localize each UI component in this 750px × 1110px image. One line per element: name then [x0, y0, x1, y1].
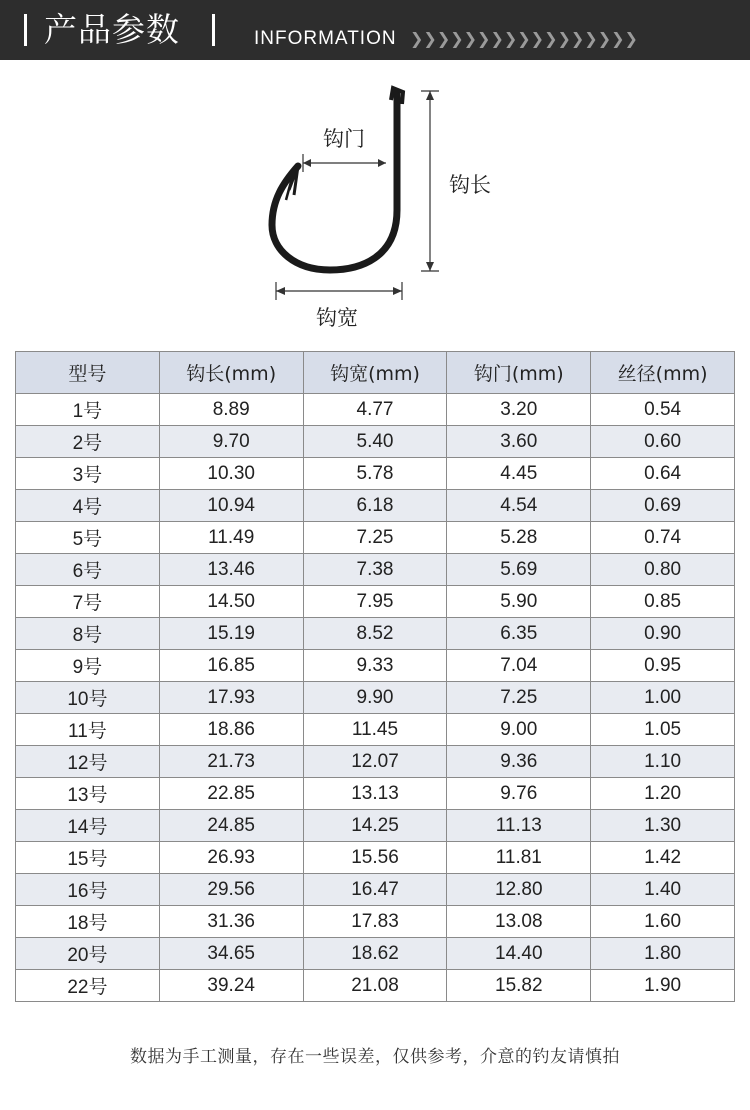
table-cell: 13.46 — [159, 554, 303, 586]
table-cell: 21.08 — [303, 970, 447, 1002]
table-cell: 5.90 — [447, 586, 591, 618]
table-body — [16, 394, 735, 1002]
table-row — [16, 394, 735, 426]
table-cell: 7.04 — [447, 650, 591, 682]
table-cell: 2号 — [16, 426, 160, 458]
table-row — [16, 586, 735, 618]
table-cell: 7.95 — [303, 586, 447, 618]
table-cell: 11.13 — [447, 810, 591, 842]
table-cell: 26.93 — [159, 842, 303, 874]
table-cell: 1.00 — [591, 682, 735, 714]
header-bar-right — [212, 14, 215, 46]
spec-table-container — [15, 351, 735, 1002]
table-cell: 12号 — [16, 746, 160, 778]
table-cell: 15号 — [16, 842, 160, 874]
table-cell: 24.85 — [159, 810, 303, 842]
table-row — [16, 458, 735, 490]
table-cell: 0.74 — [591, 522, 735, 554]
table-cell: 16.85 — [159, 650, 303, 682]
table-row — [16, 426, 735, 458]
table-cell: 11.49 — [159, 522, 303, 554]
table-row — [16, 938, 735, 970]
table-cell: 3.20 — [447, 394, 591, 426]
table-cell: 6号 — [16, 554, 160, 586]
table-cell: 17.93 — [159, 682, 303, 714]
table-cell: 29.56 — [159, 874, 303, 906]
table-row — [16, 490, 735, 522]
chevron-arrows-icon: ❯❯❯❯❯❯❯❯❯❯❯❯❯❯❯❯❯ — [410, 29, 638, 48]
table-cell: 5.78 — [303, 458, 447, 490]
table-cell: 7号 — [16, 586, 160, 618]
table-cell: 0.60 — [591, 426, 735, 458]
column-header: 钩宽(mm) — [303, 352, 447, 394]
table-cell: 1.20 — [591, 778, 735, 810]
table-cell: 1.05 — [591, 714, 735, 746]
table-cell: 0.64 — [591, 458, 735, 490]
table-cell: 9.70 — [159, 426, 303, 458]
table-cell: 12.07 — [303, 746, 447, 778]
table-row — [16, 874, 735, 906]
table-cell: 4号 — [16, 490, 160, 522]
table-cell: 9号 — [16, 650, 160, 682]
table-cell: 3.60 — [447, 426, 591, 458]
table-cell: 10号 — [16, 682, 160, 714]
table-cell: 18.62 — [303, 938, 447, 970]
table-row — [16, 970, 735, 1002]
table-cell: 14.50 — [159, 586, 303, 618]
table-cell: 0.95 — [591, 650, 735, 682]
table-cell: 17.83 — [303, 906, 447, 938]
table-cell: 0.69 — [591, 490, 735, 522]
table-cell: 0.90 — [591, 618, 735, 650]
disclaimer-note: 数据为手工测量，存在一些误差，仅供参考，介意的钓友请慎拍 — [130, 1047, 620, 1067]
table-cell: 1.90 — [591, 970, 735, 1002]
table-cell: 9.36 — [447, 746, 591, 778]
table-cell: 1号 — [16, 394, 160, 426]
table-cell: 16.47 — [303, 874, 447, 906]
hook-length-label: 钩长 — [449, 173, 491, 197]
table-row — [16, 522, 735, 554]
table-row — [16, 714, 735, 746]
table-cell: 7.38 — [303, 554, 447, 586]
table-cell: 31.36 — [159, 906, 303, 938]
table-cell: 1.40 — [591, 874, 735, 906]
table-cell: 9.90 — [303, 682, 447, 714]
header-title: 产品参数 — [44, 10, 180, 49]
table-row — [16, 682, 735, 714]
table-cell: 5.40 — [303, 426, 447, 458]
table-cell: 15.56 — [303, 842, 447, 874]
table-cell: 10.94 — [159, 490, 303, 522]
table-row — [16, 746, 735, 778]
table-cell: 5.28 — [447, 522, 591, 554]
column-header: 钩门(mm) — [447, 352, 591, 394]
table-cell: 14.25 — [303, 810, 447, 842]
table-cell: 9.00 — [447, 714, 591, 746]
table-cell: 11号 — [16, 714, 160, 746]
table-cell: 0.54 — [591, 394, 735, 426]
table-cell: 1.10 — [591, 746, 735, 778]
table-cell: 1.42 — [591, 842, 735, 874]
table-row — [16, 842, 735, 874]
table-cell: 5号 — [16, 522, 160, 554]
table-cell: 8.89 — [159, 394, 303, 426]
column-header: 钩长(mm) — [159, 352, 303, 394]
table-cell: 6.35 — [447, 618, 591, 650]
table-cell: 18号 — [16, 906, 160, 938]
table-cell: 11.45 — [303, 714, 447, 746]
table-cell: 15.19 — [159, 618, 303, 650]
table-cell: 14号 — [16, 810, 160, 842]
table-cell: 13号 — [16, 778, 160, 810]
table-cell: 8号 — [16, 618, 160, 650]
table-row — [16, 778, 735, 810]
table-cell: 1.30 — [591, 810, 735, 842]
table-cell: 13.13 — [303, 778, 447, 810]
table-cell: 7.25 — [303, 522, 447, 554]
table-cell: 11.81 — [447, 842, 591, 874]
table-cell: 0.80 — [591, 554, 735, 586]
hook-width-label: 钩宽 — [316, 306, 358, 330]
header-subtitle: INFORMATION — [254, 28, 397, 49]
table-cell: 10.30 — [159, 458, 303, 490]
table-row — [16, 810, 735, 842]
table-cell: 0.85 — [591, 586, 735, 618]
table-header-row — [16, 352, 735, 394]
table-cell: 21.73 — [159, 746, 303, 778]
table-cell: 22.85 — [159, 778, 303, 810]
table-cell: 8.52 — [303, 618, 447, 650]
table-cell: 7.25 — [447, 682, 591, 714]
hook-diagram — [0, 60, 750, 350]
table-cell: 12.80 — [447, 874, 591, 906]
table-cell: 15.82 — [447, 970, 591, 1002]
table-cell: 4.45 — [447, 458, 591, 490]
fishing-hook-icon — [0, 60, 750, 350]
table-cell: 18.86 — [159, 714, 303, 746]
table-cell: 9.33 — [303, 650, 447, 682]
spec-table — [15, 351, 735, 1002]
table-cell: 16号 — [16, 874, 160, 906]
header-bar-left — [24, 14, 27, 46]
table-cell: 3号 — [16, 458, 160, 490]
table-cell: 34.65 — [159, 938, 303, 970]
table-cell: 14.40 — [447, 938, 591, 970]
table-cell: 39.24 — [159, 970, 303, 1002]
hook-gap-label: 钩门 — [323, 127, 365, 151]
table-cell: 6.18 — [303, 490, 447, 522]
table-row — [16, 650, 735, 682]
table-cell: 1.60 — [591, 906, 735, 938]
table-cell: 4.54 — [447, 490, 591, 522]
table-row — [16, 618, 735, 650]
table-cell: 20号 — [16, 938, 160, 970]
table-cell: 9.76 — [447, 778, 591, 810]
table-cell: 5.69 — [447, 554, 591, 586]
table-row — [16, 906, 735, 938]
column-header: 丝径(mm) — [591, 352, 735, 394]
column-header: 型号 — [16, 352, 160, 394]
table-cell: 22号 — [16, 970, 160, 1002]
table-cell: 13.08 — [447, 906, 591, 938]
table-row — [16, 554, 735, 586]
table-cell: 1.80 — [591, 938, 735, 970]
page-header — [0, 0, 750, 60]
table-cell: 4.77 — [303, 394, 447, 426]
